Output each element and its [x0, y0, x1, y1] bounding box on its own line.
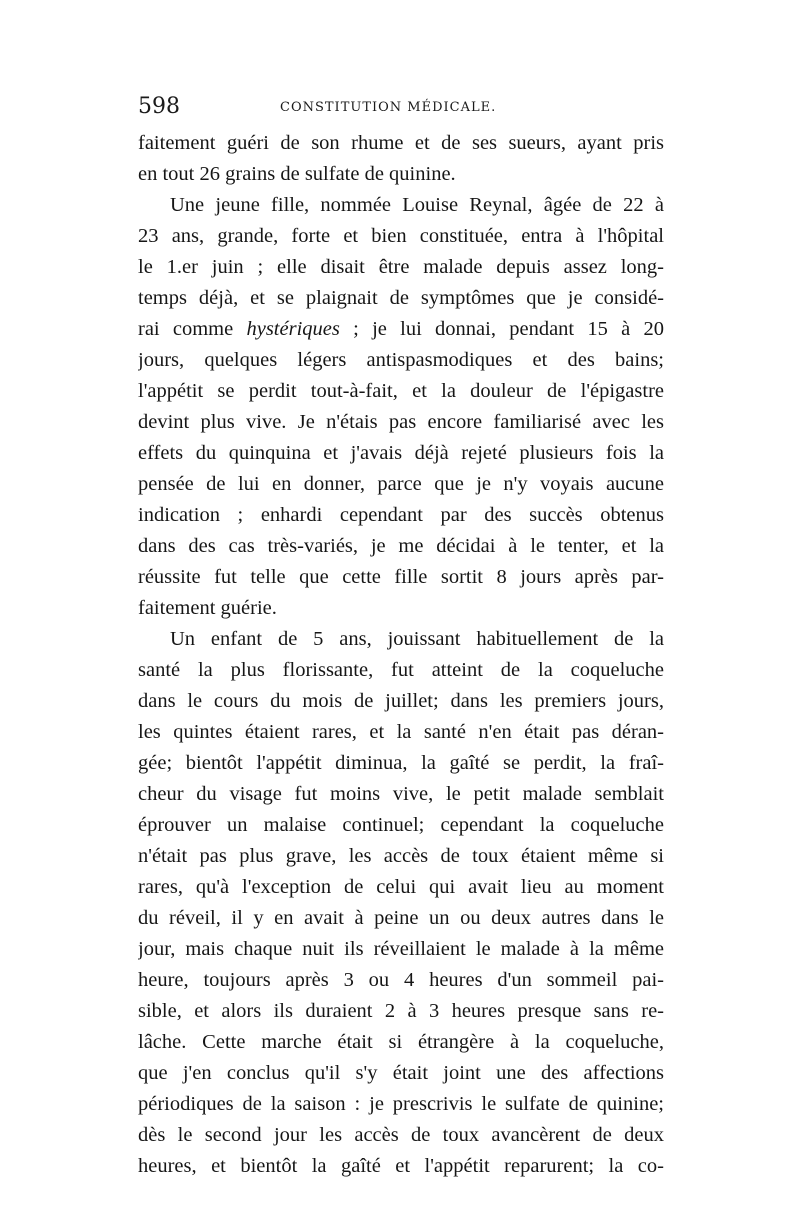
text-line: Un enfant de 5 ans, jouissant habituellement de la	[170, 628, 664, 650]
text-line: que j'en conclus qu'il s'y était joint une des affections	[138, 1062, 664, 1084]
text-line: heures, et bientôt la gaîté et l'appétit reparurent; la co-	[138, 1155, 664, 1177]
text-line: effets du quinquina et j'avais déjà rejeté plusieurs fois la	[138, 442, 664, 464]
text-line: lâche. Cette marche était si étrangère à la coqueluche,	[138, 1031, 664, 1053]
text-line: réussite fut telle que cette fille sortit 8 jours après par-	[138, 566, 664, 588]
text-line: les quintes étaient rares, et la santé n'en était pas déran-	[138, 721, 664, 743]
text-line	[138, 314, 664, 345]
text-line: gée; bientôt l'appétit diminua, la gaîté se perdit, la fraî-	[138, 752, 664, 774]
text-line: indication ; enhardi cependant par des succès obtenus	[138, 504, 664, 526]
running-head: CONSTITUTION MÉDICALE.	[280, 100, 497, 115]
body-text	[138, 128, 664, 1182]
text-line: heure, toujours après 3 ou 4 heures d'un sommeil pai-	[138, 969, 664, 991]
text-line: Une jeune fille, nommée Louise Reynal, âgée de 22 à	[170, 194, 664, 216]
text-line: temps déjà, et se plaignait de symptômes que je considé-	[138, 287, 664, 309]
text-line: 23 ans, grande, forte et bien constituée, entra à l'hôpital	[138, 225, 664, 247]
page-header	[138, 92, 664, 122]
text-line: dans le cours du mois de juillet; dans les premiers jours,	[138, 690, 664, 712]
text-line: devint plus vive. Je n'étais pas encore familiarisé avec les	[138, 411, 664, 433]
text-line: pensée de lui en donner, parce que je n'y voyais aucune	[138, 473, 664, 495]
page-number: 598	[138, 94, 180, 119]
text-line: jours, quelques légers antispasmodiques et des bains;	[138, 349, 664, 371]
text-line: le 1.er juin ; elle disait être malade depuis assez long-	[138, 256, 664, 278]
text-line: cheur du visage fut moins vive, le petit malade semblait	[138, 783, 664, 805]
text-line: rares, qu'à l'exception de celui qui avait lieu au moment	[138, 876, 664, 898]
text-line: dans des cas très-variés, je me décidai à le tenter, et la	[138, 535, 664, 557]
text-line: du réveil, il y en avait à peine un ou deux autres dans le	[138, 907, 664, 929]
text-segment: rai comme	[138, 318, 247, 340]
text-line: santé la plus florissante, fut atteint de la coqueluche	[138, 659, 664, 681]
text-line: faitement guérie.	[138, 597, 277, 619]
text-line: en tout 26 grains de sulfate de quinine.	[138, 163, 456, 185]
text-line: dès le second jour les accès de toux avancèrent de deux	[138, 1124, 664, 1146]
text-line: l'appétit se perdit tout-à-fait, et la douleur de l'épigastre	[138, 380, 664, 402]
text-line: périodiques de la saison : je prescrivis le sulfate de quinine;	[138, 1093, 664, 1115]
text-line: n'était pas plus grave, les accès de toux étaient même si	[138, 845, 664, 867]
text-line: éprouver un malaise continuel; cependant la coqueluche	[138, 814, 664, 836]
text-line: jour, mais chaque nuit ils réveillaient le malade à la même	[138, 938, 664, 960]
italic-term: hystériques	[246, 318, 340, 340]
text-line: faitement guéri de son rhume et de ses sueurs, ayant pris	[138, 132, 664, 154]
text-line: sible, et alors ils duraient 2 à 3 heures presque sans re-	[138, 1000, 664, 1022]
text-segment: ; je lui donnai, pendant 15 à 20	[339, 318, 664, 340]
